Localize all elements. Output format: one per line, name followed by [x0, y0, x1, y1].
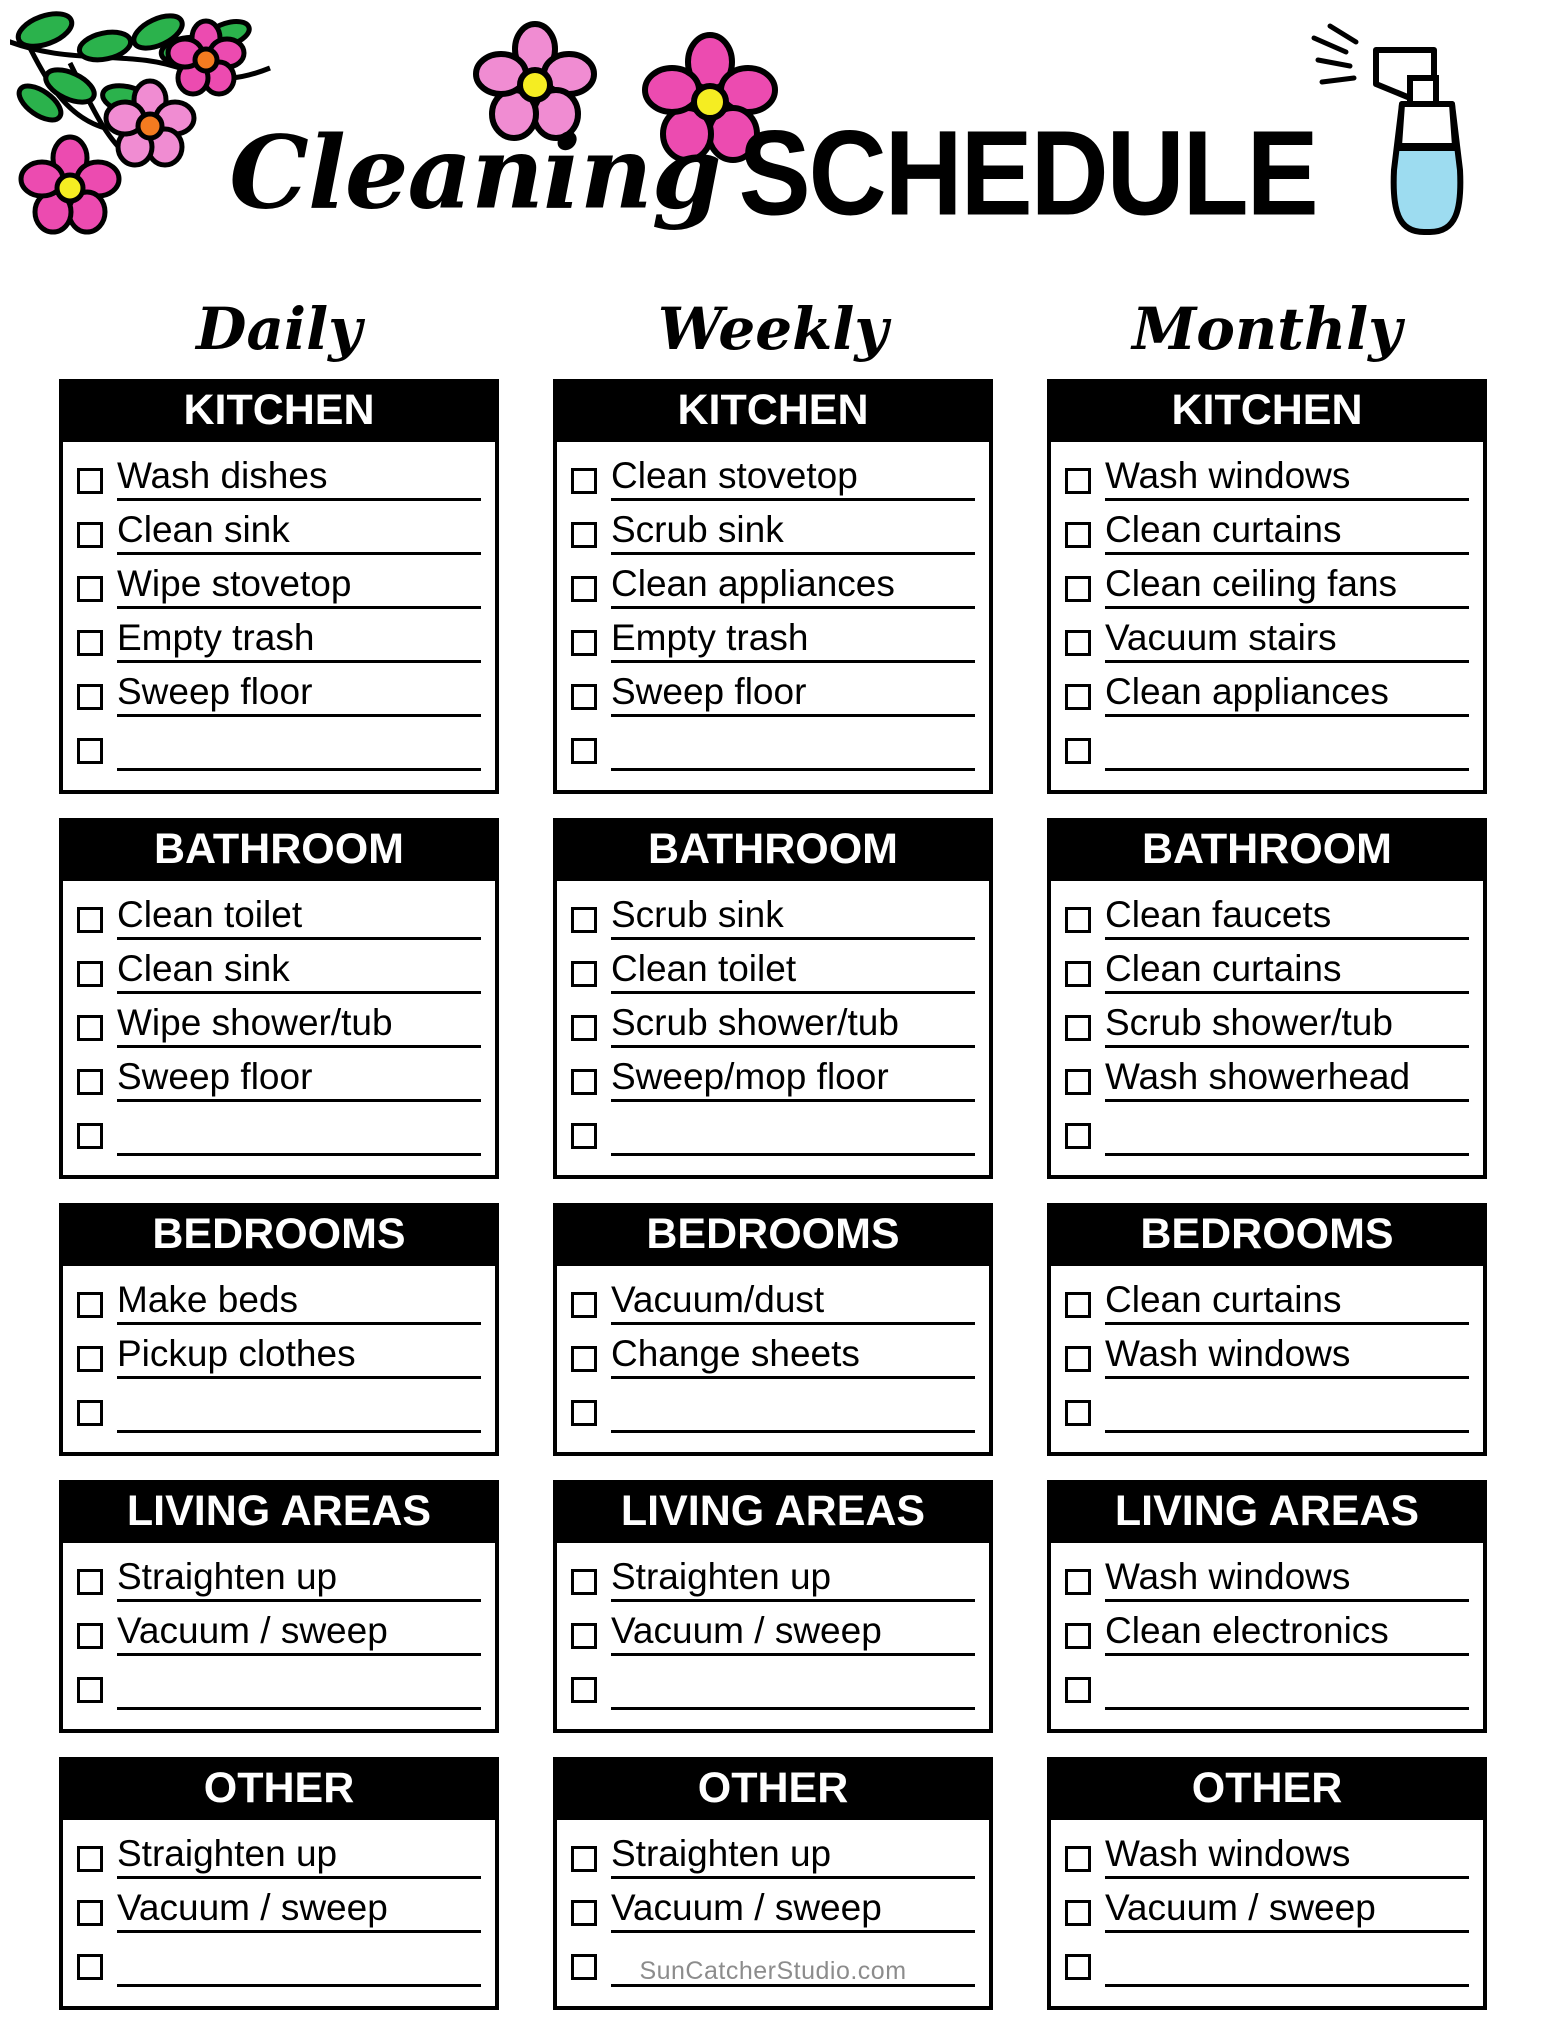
task-blank-line[interactable] [1105, 1394, 1469, 1433]
task-label: Sweep floor [117, 1058, 481, 1102]
task-checkbox[interactable] [77, 522, 103, 548]
task-checkbox[interactable] [1065, 1123, 1091, 1149]
task-checkbox[interactable] [77, 1069, 103, 1095]
section-heading: BATHROOM [1051, 822, 1483, 881]
task-label: Scrub shower/tub [1105, 1004, 1469, 1048]
task-row[interactable] [1065, 999, 1469, 1048]
task-label: Empty trash [117, 619, 481, 663]
task-checkbox[interactable] [571, 522, 597, 548]
task-row[interactable] [571, 560, 975, 609]
task-row[interactable] [77, 1884, 481, 1933]
task-checkbox[interactable] [1065, 1015, 1091, 1041]
task-label: Wash windows [1105, 1335, 1469, 1379]
task-row[interactable] [1065, 1330, 1469, 1379]
task-checkbox[interactable] [571, 1569, 597, 1595]
task-checkbox[interactable] [77, 1623, 103, 1649]
section-body [557, 1266, 989, 1452]
task-label: Vacuum / sweep [611, 1612, 975, 1656]
column-title-daily: Daily [196, 295, 362, 363]
task-checkbox[interactable] [1065, 1292, 1091, 1318]
task-row-blank[interactable] [571, 1107, 975, 1156]
task-checkbox[interactable] [1065, 1069, 1091, 1095]
section-weekly-bathroom [553, 818, 993, 1179]
section-body [63, 442, 495, 790]
task-checkbox[interactable] [571, 684, 597, 710]
task-checkbox[interactable] [77, 1569, 103, 1595]
section-heading: OTHER [557, 1761, 989, 1820]
task-row[interactable] [571, 614, 975, 663]
task-label: Clean appliances [611, 565, 975, 609]
task-row-blank[interactable] [571, 722, 975, 771]
task-blank-line[interactable] [611, 1117, 975, 1156]
section-body [1051, 1543, 1483, 1729]
task-checkbox[interactable] [1065, 738, 1091, 764]
task-checkbox[interactable] [1065, 1846, 1091, 1872]
task-label: Make beds [117, 1281, 481, 1325]
task-row[interactable] [571, 452, 975, 501]
task-label: Clean curtains [1105, 950, 1469, 994]
column-daily [59, 295, 499, 2034]
section-heading: BEDROOMS [557, 1207, 989, 1266]
task-label: Vacuum / sweep [611, 1889, 975, 1933]
section-weekly-bedrooms [553, 1203, 993, 1456]
task-checkbox[interactable] [77, 1015, 103, 1041]
task-row-blank[interactable] [77, 1107, 481, 1156]
task-row[interactable] [77, 560, 481, 609]
section-heading: LIVING AREAS [557, 1484, 989, 1543]
task-checkbox[interactable] [571, 1123, 597, 1149]
task-checkbox[interactable] [571, 1846, 597, 1872]
section-monthly-living-areas [1047, 1480, 1487, 1733]
task-label: Clean sink [117, 511, 481, 555]
task-label: Vacuum / sweep [117, 1889, 481, 1933]
footer-credit: SunCatcherStudio.com [639, 1957, 907, 1985]
task-row[interactable] [571, 506, 975, 555]
task-blank-line[interactable] [1105, 732, 1469, 771]
section-heading: OTHER [63, 1761, 495, 1820]
task-checkbox[interactable] [571, 1015, 597, 1041]
task-label: Wipe stovetop [117, 565, 481, 609]
task-row[interactable] [571, 945, 975, 994]
section-body [1051, 881, 1483, 1175]
task-checkbox[interactable] [1065, 630, 1091, 656]
task-checkbox[interactable] [1065, 468, 1091, 494]
page-title [0, 104, 1546, 241]
task-row[interactable] [1065, 452, 1469, 501]
task-row[interactable] [1065, 1830, 1469, 1879]
task-row[interactable] [1065, 506, 1469, 555]
section-body [63, 1266, 495, 1452]
column-title-weekly: Weekly [657, 295, 889, 363]
task-row-blank[interactable] [571, 1384, 975, 1433]
task-checkbox[interactable] [571, 1900, 597, 1926]
task-blank-line[interactable] [611, 1394, 975, 1433]
section-heading: BEDROOMS [1051, 1207, 1483, 1266]
task-label: Straighten up [117, 1835, 481, 1879]
task-checkbox[interactable] [77, 468, 103, 494]
task-label: Vacuum / sweep [1105, 1889, 1469, 1933]
schedule-columns [0, 295, 1546, 2034]
task-checkbox[interactable] [77, 1400, 103, 1426]
task-blank-line[interactable] [1105, 1117, 1469, 1156]
section-heading: BATHROOM [557, 822, 989, 881]
task-row[interactable] [77, 506, 481, 555]
task-label: Scrub shower/tub [611, 1004, 975, 1048]
task-row[interactable] [77, 999, 481, 1048]
task-row[interactable] [571, 1884, 975, 1933]
task-row[interactable] [571, 891, 975, 940]
section-heading: LIVING AREAS [1051, 1484, 1483, 1543]
task-row[interactable] [77, 1053, 481, 1102]
task-row[interactable] [1065, 1884, 1469, 1933]
section-heading: BATHROOM [63, 822, 495, 881]
task-label: Wash showerhead [1105, 1058, 1469, 1102]
section-daily-bedrooms [59, 1203, 499, 1456]
section-heading: LIVING AREAS [63, 1484, 495, 1543]
task-row[interactable] [77, 945, 481, 994]
task-row[interactable] [571, 1276, 975, 1325]
task-label: Vacuum stairs [1105, 619, 1469, 663]
task-label: Sweep/mop floor [611, 1058, 975, 1102]
task-row[interactable] [1065, 1053, 1469, 1102]
task-row[interactable] [571, 1607, 975, 1656]
task-checkbox[interactable] [77, 576, 103, 602]
title-script: Cleaning [229, 113, 721, 232]
task-row[interactable] [77, 614, 481, 663]
task-label: Clean appliances [1105, 673, 1469, 717]
task-label: Scrub sink [611, 896, 975, 940]
section-weekly-kitchen [553, 379, 993, 794]
task-checkbox[interactable] [1065, 1900, 1091, 1926]
section-daily-living-areas [59, 1480, 499, 1733]
task-checkbox[interactable] [1065, 1677, 1091, 1703]
task-row[interactable] [77, 668, 481, 717]
task-checkbox[interactable] [1065, 684, 1091, 710]
task-label: Clean toilet [611, 950, 975, 994]
task-row[interactable] [571, 668, 975, 717]
section-heading: BEDROOMS [63, 1207, 495, 1266]
task-row[interactable] [571, 1053, 975, 1102]
task-checkbox[interactable] [571, 1069, 597, 1095]
task-blank-line[interactable] [117, 1117, 481, 1156]
task-blank-line[interactable] [611, 732, 975, 771]
task-blank-line[interactable] [117, 1394, 481, 1433]
task-label: Wash dishes [117, 457, 481, 501]
task-checkbox[interactable] [1065, 576, 1091, 602]
task-checkbox[interactable] [571, 630, 597, 656]
task-label: Straighten up [611, 1835, 975, 1879]
task-checkbox[interactable] [77, 961, 103, 987]
title-block: SCHEDULE [738, 104, 1317, 241]
task-label: Sweep floor [117, 673, 481, 717]
task-label: Straighten up [611, 1558, 975, 1602]
task-checkbox[interactable] [77, 630, 103, 656]
task-row[interactable] [1065, 1553, 1469, 1602]
section-monthly-kitchen [1047, 379, 1487, 794]
task-checkbox[interactable] [77, 684, 103, 710]
task-row[interactable] [77, 891, 481, 940]
task-label: Sweep floor [611, 673, 975, 717]
task-label: Clean ceiling fans [1105, 565, 1469, 609]
section-body [63, 881, 495, 1175]
task-checkbox[interactable] [1065, 1400, 1091, 1426]
task-blank-line[interactable] [611, 1671, 975, 1710]
task-checkbox[interactable] [1065, 907, 1091, 933]
task-blank-line[interactable] [117, 1671, 481, 1710]
column-monthly [1047, 295, 1487, 2034]
column-title-monthly: Monthly [1132, 295, 1402, 363]
task-checkbox[interactable] [77, 907, 103, 933]
task-checkbox[interactable] [1065, 1623, 1091, 1649]
section-daily-bathroom [59, 818, 499, 1179]
task-row[interactable] [77, 1607, 481, 1656]
task-label: Wash windows [1105, 457, 1469, 501]
task-checkbox[interactable] [571, 961, 597, 987]
task-checkbox[interactable] [571, 1346, 597, 1372]
task-row-blank[interactable] [77, 722, 481, 771]
task-label: Scrub sink [611, 511, 975, 555]
task-checkbox[interactable] [571, 1677, 597, 1703]
task-label: Pickup clothes [117, 1335, 481, 1379]
task-row[interactable] [1065, 891, 1469, 940]
task-row[interactable] [77, 1330, 481, 1379]
task-row-blank[interactable] [1065, 1107, 1469, 1156]
task-label: Straighten up [117, 1558, 481, 1602]
section-body [557, 1543, 989, 1729]
task-label: Wipe shower/tub [117, 1004, 481, 1048]
section-heading: KITCHEN [1051, 383, 1483, 442]
task-checkbox[interactable] [77, 1292, 103, 1318]
task-row[interactable] [1065, 945, 1469, 994]
task-label: Clean curtains [1105, 1281, 1469, 1325]
task-checkbox[interactable] [571, 468, 597, 494]
task-checkbox[interactable] [571, 738, 597, 764]
task-row[interactable] [571, 1330, 975, 1379]
task-row-blank[interactable] [571, 1661, 975, 1710]
section-body [63, 1543, 495, 1729]
task-row[interactable] [1065, 560, 1469, 609]
task-label: Vacuum / sweep [117, 1612, 481, 1656]
task-checkbox[interactable] [77, 1677, 103, 1703]
task-checkbox[interactable] [1065, 522, 1091, 548]
section-weekly-living-areas [553, 1480, 993, 1733]
task-row[interactable] [571, 1830, 975, 1879]
section-daily-kitchen [59, 379, 499, 794]
task-checkbox[interactable] [571, 1623, 597, 1649]
task-label: Vacuum/dust [611, 1281, 975, 1325]
task-label: Clean stovetop [611, 457, 975, 501]
task-row-blank[interactable] [1065, 1384, 1469, 1433]
section-body [1051, 442, 1483, 790]
task-checkbox[interactable] [77, 738, 103, 764]
task-label: Wash windows [1105, 1558, 1469, 1602]
task-checkbox[interactable] [77, 1123, 103, 1149]
task-checkbox[interactable] [1065, 1569, 1091, 1595]
task-row-blank[interactable] [77, 1384, 481, 1433]
task-checkbox[interactable] [77, 1900, 103, 1926]
task-label: Clean faucets [1105, 896, 1469, 940]
task-row[interactable] [1065, 1607, 1469, 1656]
task-checkbox[interactable] [77, 1346, 103, 1372]
task-row[interactable] [1065, 668, 1469, 717]
task-label: Clean electronics [1105, 1612, 1469, 1656]
task-checkbox[interactable] [571, 576, 597, 602]
task-row[interactable] [77, 452, 481, 501]
task-row-blank[interactable] [1065, 722, 1469, 771]
task-checkbox[interactable] [77, 1846, 103, 1872]
section-body [557, 881, 989, 1175]
task-row[interactable] [571, 999, 975, 1048]
task-checkbox[interactable] [1065, 961, 1091, 987]
task-label: Empty trash [611, 619, 975, 663]
page-header [0, 0, 1546, 300]
section-heading: OTHER [1051, 1761, 1483, 1820]
task-row[interactable] [77, 1553, 481, 1602]
task-label: Clean toilet [117, 896, 481, 940]
task-label: Clean curtains [1105, 511, 1469, 555]
section-monthly-bathroom [1047, 818, 1487, 1179]
section-heading: KITCHEN [63, 383, 495, 442]
task-blank-line[interactable] [1105, 1671, 1469, 1710]
task-checkbox[interactable] [1065, 1346, 1091, 1372]
task-row[interactable] [77, 1830, 481, 1879]
task-row[interactable] [1065, 1276, 1469, 1325]
section-heading: KITCHEN [557, 383, 989, 442]
task-checkbox[interactable] [571, 1292, 597, 1318]
section-body [557, 442, 989, 790]
task-row[interactable] [1065, 614, 1469, 663]
task-checkbox[interactable] [571, 1400, 597, 1426]
section-body [1051, 1266, 1483, 1452]
column-weekly [553, 295, 993, 2034]
task-label: Wash windows [1105, 1835, 1469, 1879]
task-blank-line[interactable] [117, 732, 481, 771]
task-checkbox[interactable] [571, 907, 597, 933]
section-monthly-bedrooms [1047, 1203, 1487, 1456]
task-label: Change sheets [611, 1335, 975, 1379]
task-row[interactable] [571, 1553, 975, 1602]
task-label: Clean sink [117, 950, 481, 994]
task-row[interactable] [77, 1276, 481, 1325]
task-row-blank[interactable] [77, 1661, 481, 1710]
task-row-blank[interactable] [1065, 1661, 1469, 1710]
